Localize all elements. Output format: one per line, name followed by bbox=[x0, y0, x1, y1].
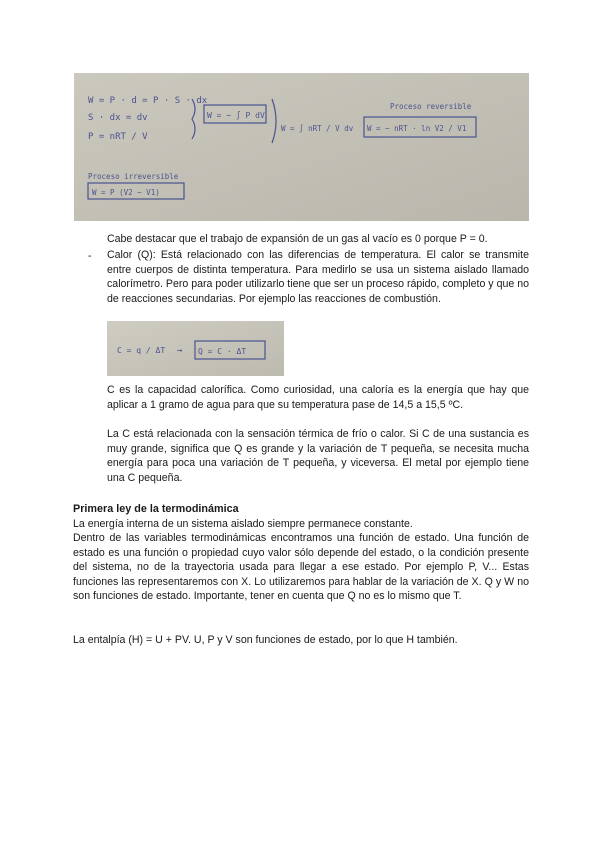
board-eq-integral: W = − ∫ P dV bbox=[207, 111, 265, 120]
board-eq-pressure: P = nRT / V bbox=[88, 132, 148, 142]
board-arrow: → bbox=[177, 346, 183, 356]
bullet-marker: - bbox=[88, 250, 92, 262]
board-eq-sdx: S · dx = dv bbox=[88, 113, 148, 123]
board-eq-capacity: C = q / ΔT bbox=[117, 346, 166, 355]
state-functions-paragraph: Dentro de las variables termodinámicas encontramos una función de estado. Una función de estado es una función o propiedad cuyo valor sólo depende del estado, o la condición presente del sistema, no de la trayectoria usada para llegar a ese estado. Por ejemplo P, V... Estas funciones las representaremos con X. Lo utilizaremos para hablar de la variación de X. Q y W no son funciones de estado. Importante, tener en cuenta que Q no es lo mismo que T. bbox=[73, 532, 529, 603]
board-eq-reversible: W = − nRT · ln V2 / V1 bbox=[367, 124, 467, 133]
enthalpy-paragraph: La entalpía (H) = U + PV. U, P y V son funciones de estado, por lo que H también. bbox=[73, 634, 458, 646]
whiteboard-photo-work bbox=[74, 73, 529, 221]
first-law-statement: La energía interna de un sistema aislado siempre permanece constante. bbox=[73, 518, 413, 530]
board-eq-irreversible: W = P (V2 − V1) bbox=[92, 188, 160, 197]
section-heading: Primera ley de la termodinámica bbox=[73, 503, 239, 515]
calor-paragraph: Calor (Q): Está relacionado con las diferencias de temperatura. El calor se transmite entre cuerpos de distinta temperatura. Para medirlo se usa un sistema aislado llamado calorímetro. Pero para poder utilizarlo tiene que ser un proceso rápido, completo y que no de reacciones secundarias. Por ejemplo las reacciones de combustión. bbox=[107, 249, 529, 305]
capacidad-paragraph: C es la capacidad calorífica. Como curiosidad, una caloría es la energía que hay que aplicar a 1 gramo de agua para que su temperatura pase de 14,5 a 15,5 ºC. bbox=[107, 384, 529, 411]
board-label-irreversible: Proceso irreversible bbox=[88, 172, 179, 181]
board-eq-heat: Q = C · ΔT bbox=[198, 347, 247, 356]
whiteboard-photo-heat bbox=[107, 321, 284, 376]
board-eq-integral-nrt: W = ∫ nRT / V dv bbox=[281, 124, 354, 133]
vacuum-note: Cabe destacar que el trabajo de expansión de un gas al vacío es 0 porque P = 0. bbox=[107, 233, 488, 245]
board-label-reversible: Proceso reversible bbox=[390, 102, 472, 111]
sensacion-paragraph: La C está relacionada con la sensación térmica de frío o calor. Si C de una sustancia es muy grande, significa que Q es grande y la variación de T pequeña, se necesita mucha energía para poca una variación de T pequeña, y viceversa. El metal por ejemplo tiene una C pequeña. bbox=[107, 428, 529, 484]
board-eq-work: W = P · d = P · S · dx bbox=[88, 96, 208, 106]
